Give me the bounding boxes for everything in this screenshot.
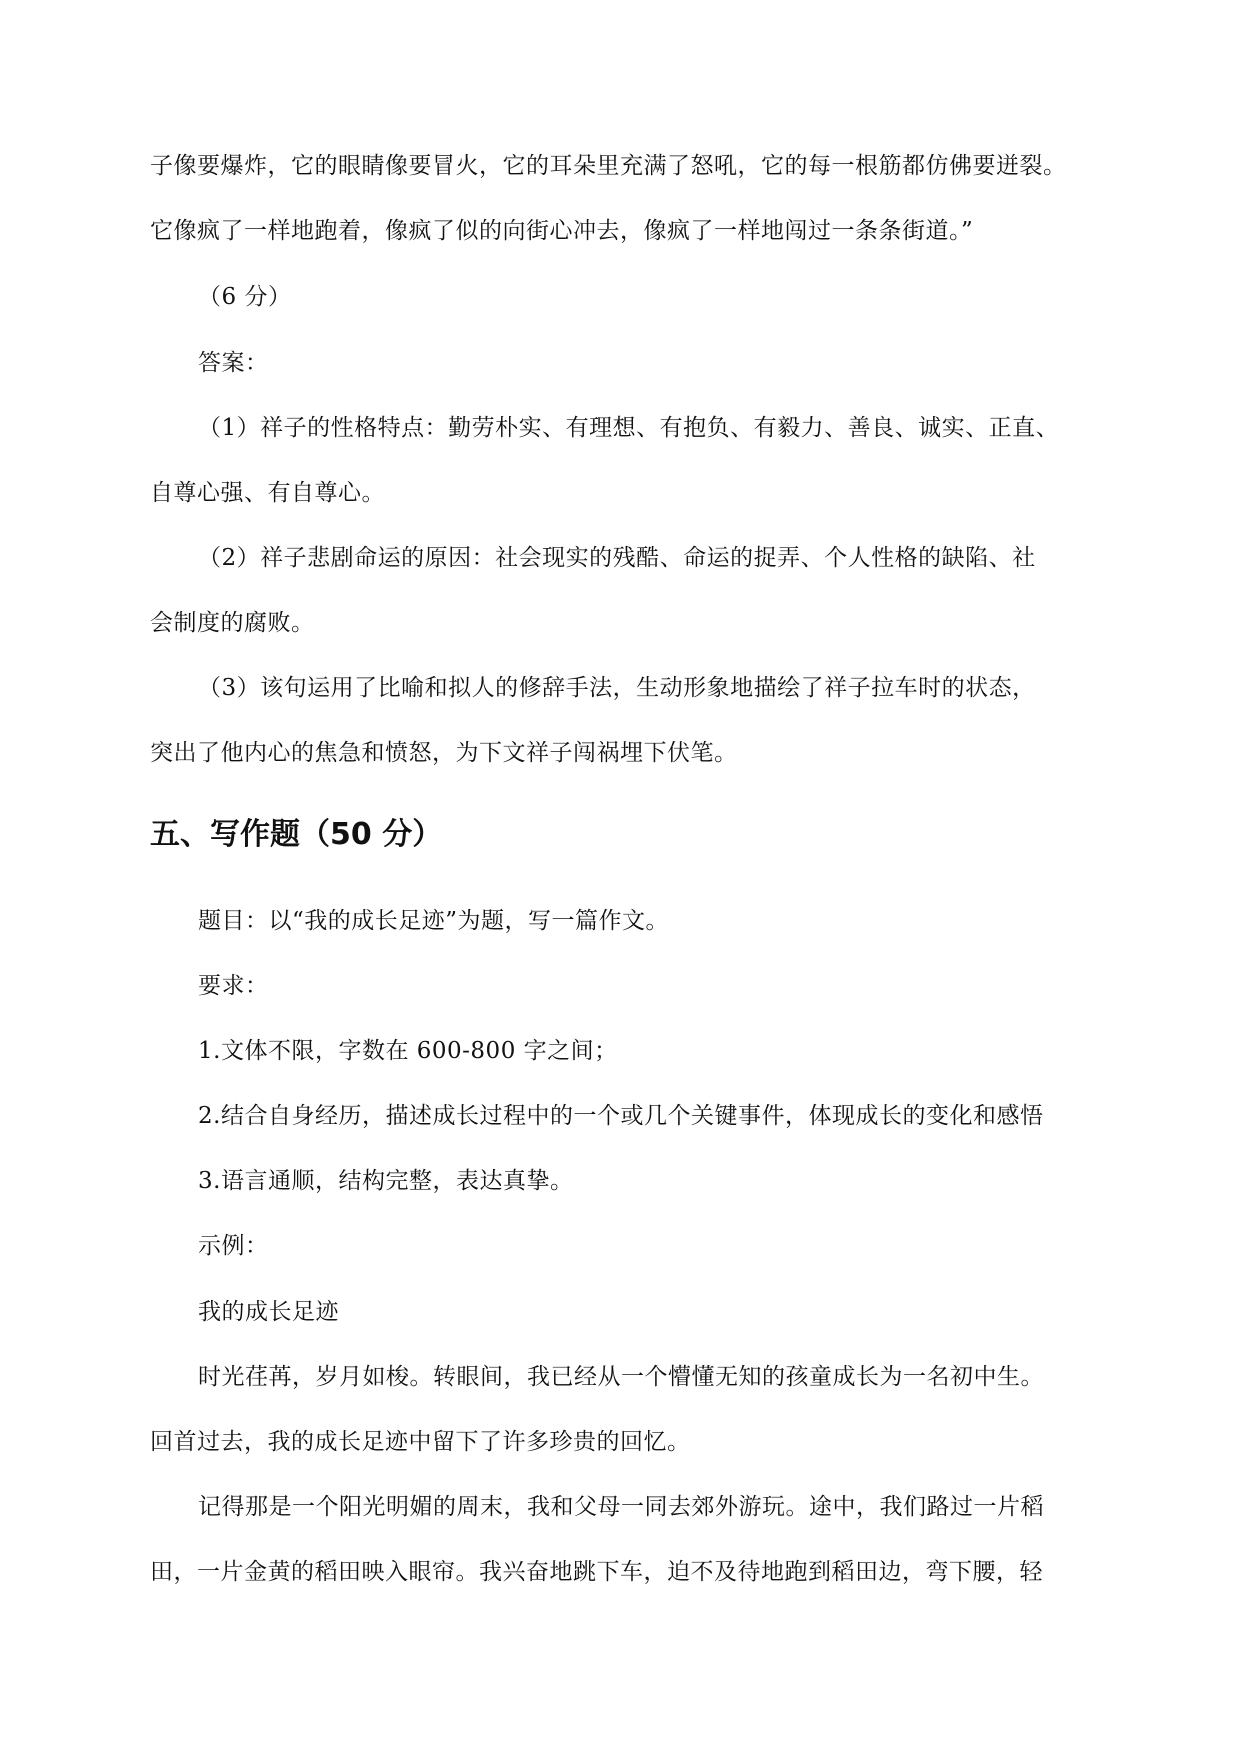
essay-topic: 题目：以“我的成长足迹”为题，写一篇作文。 [198, 908, 670, 934]
requirement-3: 3.语言通顺，结构完整，表达真挚。 [198, 1168, 574, 1194]
section-heading: 五、写作题（50 分） [150, 817, 443, 852]
excerpt-line-1: 子像要爆炸，它的眼睛像要冒火，它的耳朵里充满了怒吼，它的每一根筋都仿佛要迸裂。 [150, 153, 1067, 179]
excerpt-line-2: 它像疯了一样地跑着，像疯了似的向街心冲去，像疯了一样地闯过一条条街道。” [150, 218, 974, 244]
answer-2-line-1: （2）祥子悲剧命运的原因：社会现实的残酷、命运的捉弄、个人性格的缺陷、社 [198, 545, 1036, 571]
answer-1-line-1: （1）祥子的性格特点：勤劳朴实、有理想、有抱负、有毅力、善良、诚实、正直、 [198, 415, 1060, 441]
essay-paragraph-2-line-1: 记得那是一个阳光明媚的周末，我和父母一同去郊外游玩。途中，我们路过一片稻 [198, 1494, 1044, 1520]
answer-3-line-1: （3）该句运用了比喻和拟人的修辞手法，生动形象地描绘了祥子拉车时的状态， [198, 675, 1036, 701]
answer-2-line-2: 会制度的腐败。 [150, 610, 315, 636]
requirement-1: 1.文体不限，字数在 600-800 字之间； [198, 1038, 618, 1064]
essay-paragraph-1-line-2: 回首过去，我的成长足迹中留下了许多珍贵的回忆。 [150, 1429, 691, 1455]
essay-title: 我的成长足迹 [198, 1299, 339, 1325]
answer-1-line-2: 自尊心强、有自尊心。 [150, 480, 385, 506]
question-points: （6 分） [198, 284, 292, 310]
essay-paragraph-2-line-2: 田，一片金黄的稻田映入眼帘。我兴奋地跳下车，迫不及待地跑到稻田边，弯下腰，轻 [150, 1559, 1043, 1585]
example-label: 示例： [198, 1233, 269, 1259]
answer-label: 答案： [198, 350, 269, 376]
essay-paragraph-1-line-1: 时光荏苒，岁月如梭。转眼间，我已经从一个懵懂无知的孩童成长为一名初中生。 [198, 1364, 1044, 1390]
requirements-label: 要求： [198, 973, 269, 999]
answer-3-line-2: 突出了他内心的焦急和愤怒，为下文祥子闯祸埋下伏笔。 [150, 740, 738, 766]
requirement-2: 2.结合自身经历，描述成长过程中的一个或几个关键事件，体现成长的变化和感悟 [198, 1103, 1044, 1129]
